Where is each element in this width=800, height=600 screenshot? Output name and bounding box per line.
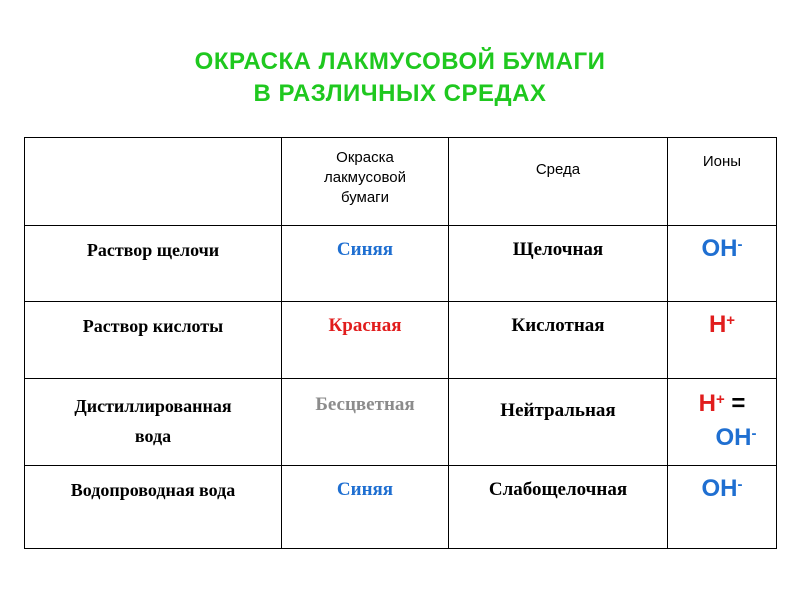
table-row <box>25 466 777 549</box>
solution-label: Водопроводная вода <box>70 480 236 500</box>
header-cell-ions <box>668 138 777 226</box>
litmus-color-value: Синяя <box>336 479 394 500</box>
ions-cell <box>668 226 777 302</box>
header-environment-label: Среда <box>535 161 581 178</box>
litmus-color-value: Синяя <box>336 239 394 260</box>
environment-cell <box>449 226 668 302</box>
environment-cell <box>449 379 668 466</box>
litmus-table <box>24 137 777 549</box>
ions-cell <box>668 379 777 466</box>
table-header-row <box>25 138 777 226</box>
environment-cell <box>449 466 668 549</box>
solution-cell <box>25 302 282 379</box>
litmus-color-cell <box>282 226 449 302</box>
solution-cell <box>25 466 282 549</box>
header-litmus-line1: Окраска <box>336 149 394 166</box>
header-cell-litmus-color <box>282 138 449 226</box>
ion-formula: OH- <box>701 475 743 502</box>
table-row <box>25 226 777 302</box>
header-cell-empty <box>25 138 282 226</box>
table-row <box>25 379 777 466</box>
litmus-color-value: Красная <box>328 315 402 336</box>
header-cell-environment <box>449 138 668 226</box>
litmus-color-cell <box>282 379 449 466</box>
ions-cell <box>668 302 777 379</box>
litmus-color-value: Бесцветная <box>315 394 415 415</box>
ion-part-oh: OH- <box>715 424 757 451</box>
table-row <box>25 302 777 379</box>
ion-formula: OH- <box>701 235 743 262</box>
environment-value: Кислотная <box>511 315 605 336</box>
page-title <box>0 46 800 110</box>
environment-value: Щелочная <box>512 239 604 260</box>
litmus-color-cell <box>282 466 449 549</box>
ion-formula: H+ <box>708 311 736 338</box>
litmus-color-cell <box>282 302 449 379</box>
ions-cell <box>668 466 777 549</box>
header-litmus-line3: бумаги <box>340 189 390 206</box>
solution-label: Раствор кислоты <box>82 316 224 336</box>
environment-value: Слабощелочная <box>488 479 628 500</box>
solution-label: Дистиллированная вода <box>74 396 232 446</box>
environment-cell <box>449 302 668 379</box>
ion-equals: = <box>731 390 746 417</box>
header-litmus-line2: лакмусовой <box>323 169 406 186</box>
solution-cell <box>25 379 282 466</box>
solution-label: Раствор щелочи <box>86 240 220 260</box>
solution-cell <box>25 226 282 302</box>
environment-value: Нейтральная <box>500 400 616 421</box>
title-line-1: ОКРАСКА ЛАКМУСОВОЙ БУМАГИ <box>194 48 606 75</box>
ion-part-h: H+ <box>698 390 725 417</box>
header-ions-label: Ионы <box>702 153 742 170</box>
ion-formula <box>668 379 776 455</box>
title-line-2: В РАЗЛИЧНЫХ СРЕДАХ <box>253 80 547 107</box>
